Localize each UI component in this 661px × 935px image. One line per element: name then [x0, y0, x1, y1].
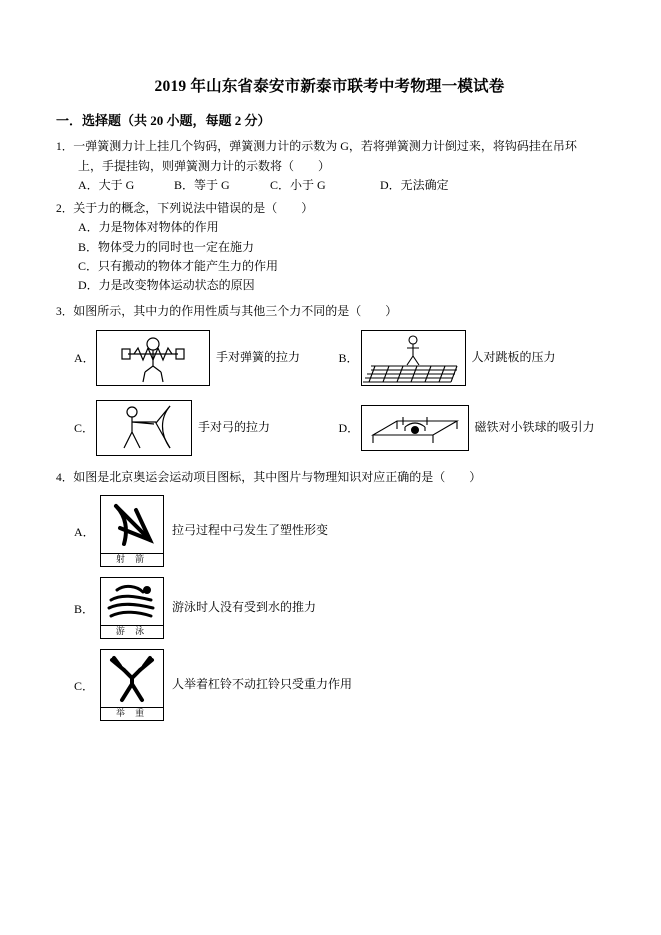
- archery-icon-box: [100, 495, 164, 567]
- question-1-number: 1．: [56, 141, 74, 153]
- spring-stretch-figure: [96, 330, 210, 386]
- question-1-option-b[interactable]: B．等于 G: [174, 178, 230, 193]
- question-3-option-b[interactable]: [339, 330, 604, 386]
- question-2-option-d[interactable]: D．力是改变物体运动状态的原因: [78, 278, 255, 293]
- question-3-option-d-label: D．: [338, 421, 360, 435]
- question-4-option-c-caption: 人举着杠铃不动扛铃只受重力作用: [172, 677, 353, 692]
- question-2-option-b[interactable]: B．物体受力的同时也一定在施力: [78, 239, 255, 254]
- question-4-option-a-label: A．: [74, 524, 95, 539]
- question-3-option-c-caption: 手对弓的拉力: [198, 419, 271, 434]
- question-4-stem-line1: 如图是北京奥运会运动项目图标，其中图片与物理知识对应正确的是（ ）: [73, 469, 482, 484]
- page-title: 2019 年山东省泰安市新泰市联考中考物理一模试卷: [154, 78, 505, 95]
- question-1-option-d[interactable]: D．无法确定: [380, 178, 449, 193]
- question-3-figure-options: [74, 330, 603, 456]
- section-heading: 一．选择题（共 20 小题，每题 2 分）: [56, 113, 271, 128]
- question-4-stem: [56, 468, 603, 488]
- question-4: [56, 468, 603, 722]
- person-on-diving-board-icon: [363, 332, 464, 384]
- question-2-stem-line1: 关于力的概念，下列说法中错误的是（ ）: [73, 200, 314, 215]
- magnet-attracting-ball-icon: [363, 407, 467, 449]
- swimming-pictogram-icon: [101, 578, 163, 625]
- bow-figure: [96, 400, 192, 456]
- question-2-option-c[interactable]: C．只有搬动的物体才能产生力的作用: [78, 259, 279, 273]
- archery-pictogram-icon: [101, 496, 163, 553]
- question-1-stem: [56, 137, 603, 157]
- question-3-row-2: [74, 400, 603, 456]
- person-stretching-spring-icon: [98, 332, 208, 384]
- question-4-option-b-label: B．: [74, 601, 95, 616]
- question-3-number: 3．: [56, 305, 74, 318]
- question-4-option-b[interactable]: [74, 577, 603, 639]
- question-2-stem: [56, 199, 603, 219]
- question-1: [56, 137, 603, 196]
- archer-drawing-bow-icon: [98, 402, 190, 454]
- diving-board-figure: [361, 330, 466, 386]
- question-4-option-c[interactable]: [74, 649, 603, 721]
- weightlifting-icon-box: [100, 649, 164, 721]
- question-3-stem: [56, 302, 603, 322]
- question-3-option-b-label: B．: [338, 351, 359, 365]
- question-2-option-a[interactable]: A．力是物体对物体的作用: [78, 220, 219, 235]
- question-2-number: 2．: [56, 202, 74, 215]
- question-1-options: [78, 176, 603, 195]
- question-3-option-a-label: A．: [74, 351, 95, 365]
- question-1-stem-line1: 一弹簧测力计上挂几个钩码，弹簧测力计的示数为 G，若将弹簧测力计倒过来，将钩码挂在吊环: [73, 139, 577, 153]
- question-4-option-a-sport: 射 箭: [101, 553, 163, 566]
- question-1-option-a[interactable]: A．大于 G: [78, 178, 135, 193]
- question-3: [56, 302, 603, 456]
- question-3-option-a-caption: 手对弹簧的拉力: [216, 349, 301, 364]
- question-3-option-c-label: C．: [74, 421, 95, 435]
- question-3-option-d-caption: 磁铁对小铁球的吸引力: [474, 419, 595, 434]
- question-3-option-a[interactable]: [74, 330, 339, 386]
- question-4-option-b-caption: 游泳时人没有受到水的推力: [172, 600, 317, 615]
- question-4-option-c-label: C．: [74, 678, 95, 693]
- question-4-option-c-sport: 举 重: [101, 707, 163, 720]
- question-4-number: 4．: [56, 471, 74, 484]
- question-2: [56, 199, 603, 296]
- question-4-figure-options: [74, 495, 603, 721]
- question-1-option-c[interactable]: C．小于 G: [270, 178, 326, 193]
- weightlifting-pictogram-icon: [101, 650, 163, 707]
- question-4-option-a-caption: 拉弓过程中弓发生了塑性形变: [172, 523, 329, 538]
- magnet-figure: [361, 405, 469, 451]
- question-1-stem-line2: 上，手提挂钩，则弹簧测力计的示数将（ ）: [78, 158, 331, 173]
- question-3-option-c[interactable]: [74, 400, 339, 456]
- question-4-option-b-sport: 游 泳: [101, 625, 163, 638]
- question-3-option-d[interactable]: [339, 405, 604, 451]
- question-3-row-1: [74, 330, 603, 386]
- question-4-option-a[interactable]: [74, 495, 603, 567]
- question-3-option-b-caption: 人对跳板的压力: [471, 349, 556, 364]
- swimming-icon-box: [100, 577, 164, 639]
- question-3-stem-line1: 如图所示，其中力的作用性质与其他三个力不同的是（ ）: [73, 303, 398, 318]
